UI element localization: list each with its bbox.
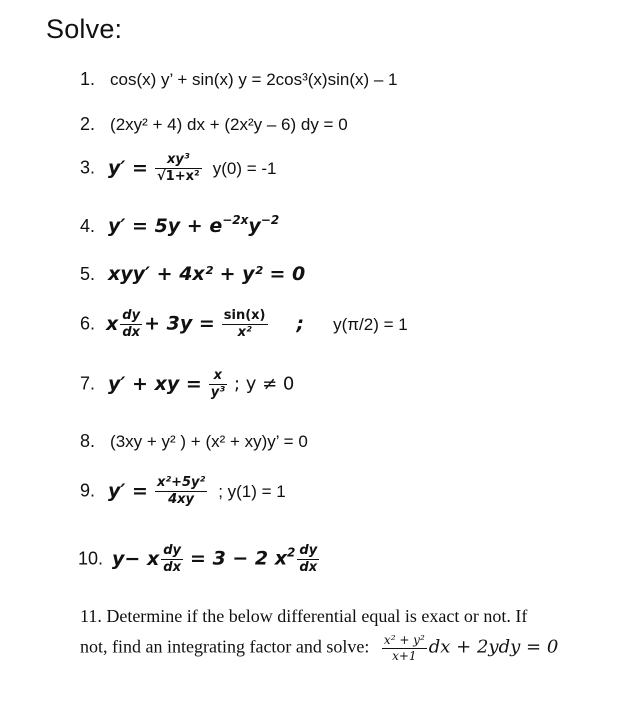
problem-11-prompt: not, find an integrating factor and solve: [80, 636, 370, 657]
problem-7 [80, 368, 294, 402]
exponent: −2x [222, 213, 249, 227]
fraction-numerator: dy [297, 543, 319, 560]
problem-number: 5. [80, 264, 96, 284]
fraction-denominator: √1+x² [156, 169, 200, 185]
problem-10 [78, 543, 321, 577]
fraction [222, 308, 268, 342]
problem-5 [80, 265, 305, 284]
fraction-numerator: x²+5y² [155, 475, 207, 492]
fraction [382, 633, 427, 664]
fraction-numerator: dy [161, 543, 183, 560]
problem-number: 7. [80, 373, 96, 394]
fraction-denominator: x² [237, 325, 252, 341]
problem-number: 2. [80, 114, 96, 134]
fraction [155, 152, 202, 186]
equation-part: y [248, 215, 261, 237]
problem-number: 4. [80, 216, 96, 236]
problem-text: (2xy² + 4) dx + (2x²y – 6) dy = 0 [110, 115, 348, 134]
fraction-numerator: dy [120, 308, 142, 325]
problem-11-line-2 [80, 633, 558, 664]
equation-part: x [106, 312, 119, 335]
fraction-denominator: y³ [210, 385, 225, 401]
problem-9 [80, 475, 286, 509]
derivative-fraction [120, 308, 142, 342]
initial-condition: ; y(1) = 1 [218, 481, 286, 501]
equation-lhs: y− x [112, 547, 160, 570]
problem-number: 9. [80, 480, 96, 501]
problem-number: 10. [78, 548, 104, 569]
equation: xyy′ + 4x² + y² = 0 [108, 263, 306, 285]
equation-tail: dx + 2ydy = 0 [428, 636, 559, 658]
problem-3 [80, 152, 276, 186]
equation-lhs: y′ = [108, 156, 148, 179]
problem-text: cos(x) y’ + sin(x) y = 2cos³(x)sin(x) – 1 [110, 70, 398, 89]
derivative-fraction [161, 543, 183, 577]
problem-11-line-1: 11. Determine if the below differential equal is exact or not. If [80, 606, 528, 626]
equation-part: + 3y = [144, 312, 215, 335]
fraction-numerator: x² + y² [383, 633, 425, 647]
equation-part: = 3 − 2 x [190, 547, 288, 570]
fraction-denominator: dx [163, 560, 181, 576]
page-title: Solve: [46, 14, 123, 44]
problem-8 [80, 432, 308, 450]
fraction-numerator: x [209, 368, 227, 385]
fraction-denominator: 4xy [168, 492, 195, 508]
initial-condition: y(0) = -1 [212, 158, 277, 178]
fraction [155, 475, 207, 509]
fraction-numerator: sin(x) [222, 308, 268, 325]
problem-4 [80, 214, 279, 236]
problem-text: (3xy + y² ) + (x² + xy)y’ = 0 [110, 432, 308, 451]
equation-lhs: y′ + xy = [108, 372, 202, 395]
fraction-denominator: x+1 [392, 649, 417, 663]
derivative-fraction [297, 543, 319, 577]
problem-number: 6. [80, 313, 96, 334]
problem-number: 3. [80, 157, 96, 178]
fraction-numerator: xy³ [155, 152, 202, 169]
problem-number: 8. [80, 431, 96, 451]
fraction-denominator: dx [122, 325, 141, 341]
problem-6 [80, 308, 408, 342]
exponent: −2 [260, 213, 280, 227]
initial-condition: y(π/2) = 1 [333, 314, 408, 334]
separator: ; [296, 312, 305, 335]
fraction [209, 368, 227, 402]
problem-1 [80, 70, 398, 88]
exponent: 2 [287, 545, 296, 560]
problem-number: 1. [80, 69, 96, 89]
fraction-denominator: dx [299, 560, 318, 576]
problem-2 [80, 115, 348, 133]
equation-lhs: y′ = [108, 479, 148, 502]
condition: ; y ≠ 0 [233, 373, 295, 395]
equation: y′ = 5y + e [108, 215, 223, 237]
